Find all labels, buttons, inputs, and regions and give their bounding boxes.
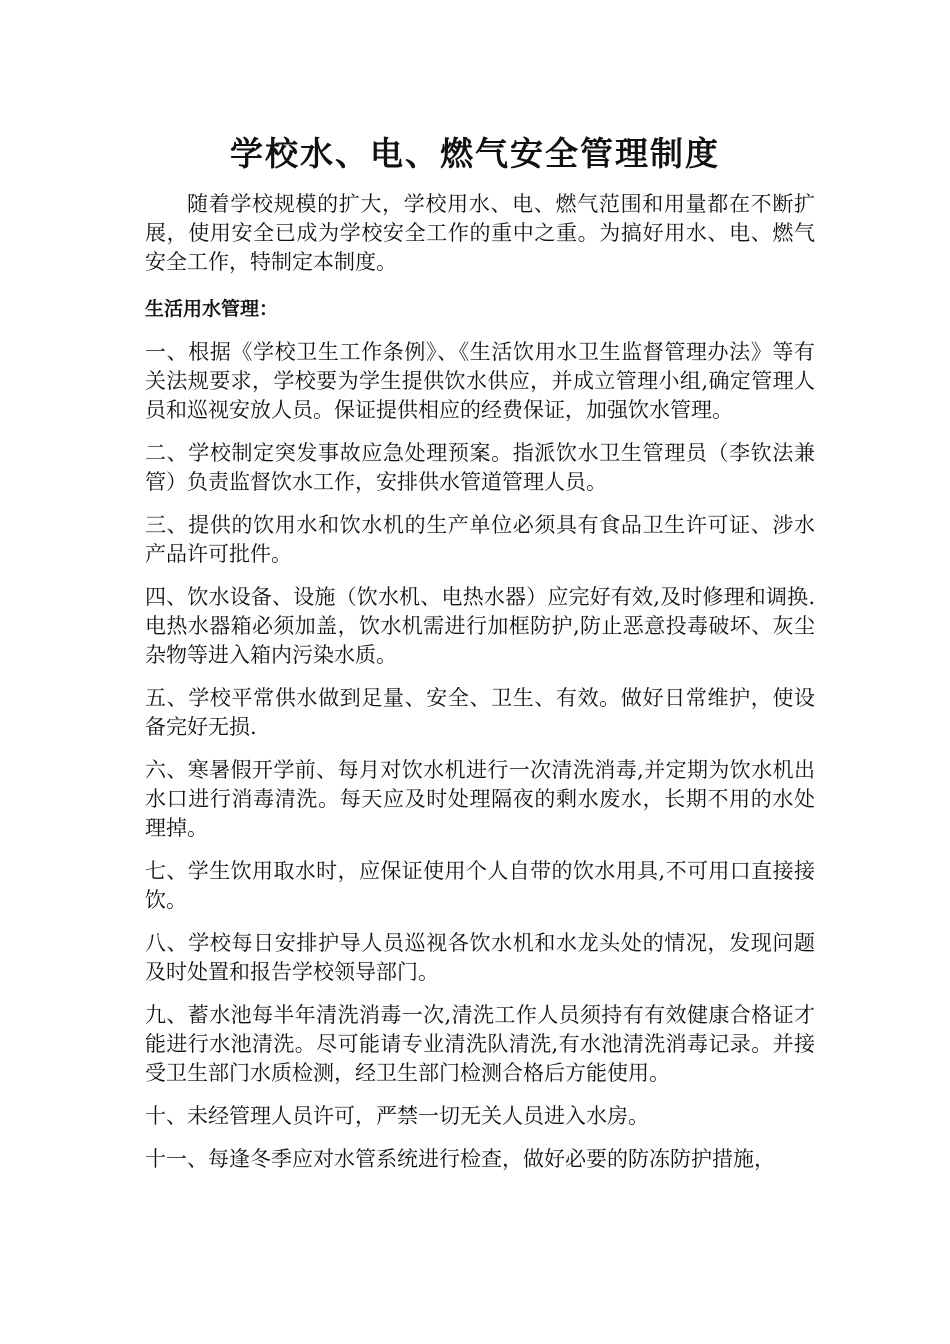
document-title: 学校水、电、燃气安全管理制度 [230,134,720,173]
rule-item-5: 五、学校平常供水做到足量、安全、卫生、有效。做好日常维护，使设备完好无损. [145,686,815,739]
rule-item-2: 二、学校制定突发事故应急处理预案。指派饮水卫生管理员（李钦法兼管）负责监督饮水工作，安排供水管道管理人员。 [145,441,815,494]
rule-item-1: 一、根据《学校卫生工作条例》、《生活饮用水卫生监督管理办法》等有关法规要求，学校要为学生提供饮水供应，并成立管理小组,确定管理人员和巡视安放人员。保证提供相应的经费保证，加强饮水管理。 [145,340,815,422]
document-body [145,190,815,1188]
rule-item-6: 六、寒暑假开学前、每月对饮水机进行一次清洗消毒,并定期为饮水机出水口进行消毒清洗。每天应及时处理隔夜的剩水废水，长期不用的水处理掉。 [145,758,815,840]
section-heading-water: 生活用水管理： [145,298,279,320]
intro-paragraph: 随着学校规模的扩大，学校用水、电、燃气范围和用量都在不断扩展，使用安全已成为学校安全工作的重中之重。为搞好用水、电、燃气安全工作，特制定本制度。 [145,192,815,274]
rule-item-11: 十一、每逢冬季应对水管系统进行检查，做好必要的防冻防护措施， [145,1147,775,1171]
rule-item-4: 四、饮水设备、设施（饮水机、电热水器）应完好有效,及时修理和调换.电热水器箱必须加盖，饮水机需进行加框防护,防止恶意投毒破坏、灰尘杂物等进入箱内污染水质。 [145,585,815,667]
rule-item-8: 八、学校每日安排护导人员巡视各饮水机和水龙头处的情况，发现问题及时处置和报告学校领导部门。 [145,931,815,984]
rule-item-3: 三、提供的饮用水和饮水机的生产单位必须具有食品卫生许可证、涉水产品许可批件。 [145,513,815,566]
rule-item-10: 十、未经管理人员许可，严禁一切无关人员进入水房。 [145,1104,649,1128]
rule-item-9: 九、蓄水池每半年清洗消毒一次,清洗工作人员须持有有效健康合格证才能进行水池清洗。尽可能请专业清洗队清洗,有水池清洗消毒记录。并接受卫生部门水质检测，经卫生部门检测合格后方能使用。 [145,1003,815,1085]
rule-item-7: 七、学生饮用取水时，应保证使用个人自带的饮水用具,不可用口直接接饮。 [145,859,815,912]
